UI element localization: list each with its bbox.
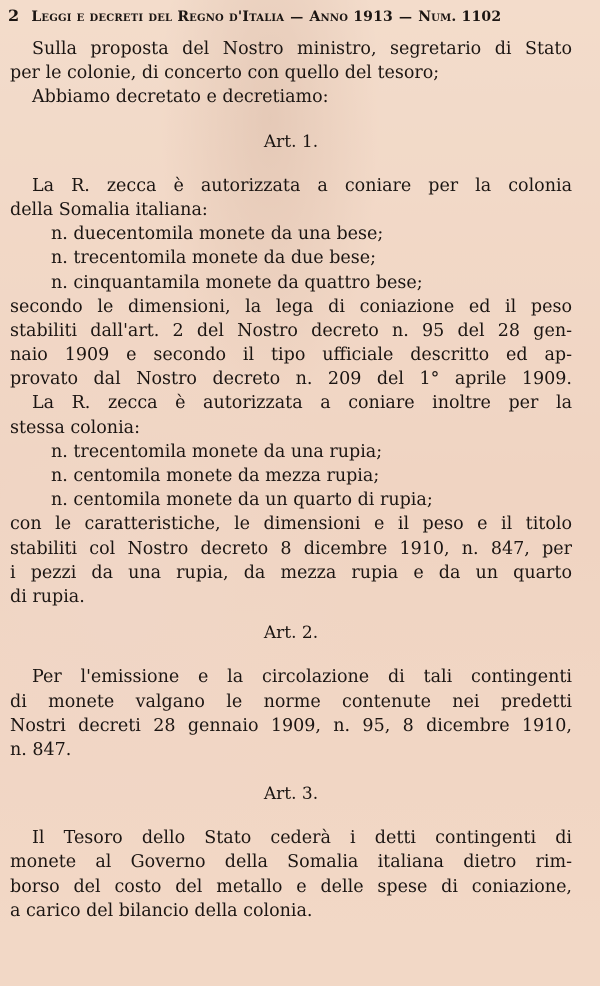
article-1-text-line: i pezzi da una rupia, da mezza rupia e da un quarto xyxy=(10,562,572,583)
page-number: 2 xyxy=(8,6,20,25)
article-2-text-line: di monete valgano le norme contenute nei predetti xyxy=(10,691,572,712)
coin-list-item: n. centomila monete da un quarto di rupia; xyxy=(51,490,433,511)
running-header xyxy=(8,6,593,30)
article-1-text-line: naio 1909 e secondo il tipo ufficiale descritto ed ap- xyxy=(10,345,572,366)
article-1-text-line: di rupia. xyxy=(10,586,85,607)
preamble-line: Abbiamo decretato e decretiamo: xyxy=(32,87,329,108)
article-1-text-line: La R. zecca è autorizzata a coniare inoltre per la xyxy=(32,393,572,414)
decree-body xyxy=(10,37,572,923)
preamble-line: Sulla proposta del Nostro ministro, segretario di Stato xyxy=(32,39,572,59)
article-2-text-line: n. 847. xyxy=(10,739,72,760)
article-1-text-line: stabiliti dall'art. 2 del Nostro decreto n. 95 del 28 gen- xyxy=(10,320,572,341)
article-1-text-line: della Somalia italiana: xyxy=(10,199,208,220)
article-3-text-line: monete al Governo della Somalia italiana dietro rim- xyxy=(10,852,572,873)
coin-list-item: n. trecentomila monete da due bese; xyxy=(51,248,377,269)
article-1-text-line: con le caratteristiche, le dimensioni e il peso e il titolo xyxy=(10,514,572,535)
article-2-text-line: Nostri decreti 28 gennaio 1909, n. 95, 8 dicembre 1910, xyxy=(10,715,572,736)
header-separator: — xyxy=(290,10,304,25)
article-3-text-line: Il Tesoro dello Stato cederà i detti contingenti di xyxy=(32,828,572,849)
article-2-heading: Art. 2. xyxy=(263,623,319,644)
article-1-heading: Art. 1. xyxy=(263,131,319,152)
article-2-text-line: Per l'emissione e la circolazione di tali contingenti xyxy=(32,667,572,688)
article-1-text-line: secondo le dimensioni, la lega di coniazione ed il peso xyxy=(10,296,572,317)
article-3-heading: Art. 3. xyxy=(263,784,319,805)
header-title: Leggi e decreti del Regno d'Italia xyxy=(31,9,285,25)
article-1-text-line: La R. zecca è autorizzata a coniare per la colonia xyxy=(32,175,572,196)
article-3-text-line: a carico del bilancio della colonia. xyxy=(10,900,313,921)
coin-list-item: n. duecentomila monete da una bese; xyxy=(51,224,384,245)
preamble-line: per le colonie, di concerto con quello del tesoro; xyxy=(10,63,440,84)
coin-list-item: n. centomila monete da mezza rupia; xyxy=(51,466,380,486)
coin-list-item: n. trecentomila monete da una rupia; xyxy=(51,441,383,462)
header-year: Anno 1913 xyxy=(309,9,393,25)
coin-list-item: n. cinquantamila monete da quattro bese; xyxy=(51,272,423,293)
article-3-text-line: borso del costo del metallo e delle spese di coniazione, xyxy=(10,876,572,897)
article-1-text-line: stessa colonia: xyxy=(10,417,140,438)
header-number: Num. 1102 xyxy=(418,9,502,25)
article-1-text-line: stabiliti col Nostro decreto 8 dicembre 1910, n. 847, per xyxy=(10,538,572,559)
article-1-text-line: provato dal Nostro decreto n. 209 del 1° aprile 1909. xyxy=(10,369,572,390)
header-separator: — xyxy=(398,10,413,25)
